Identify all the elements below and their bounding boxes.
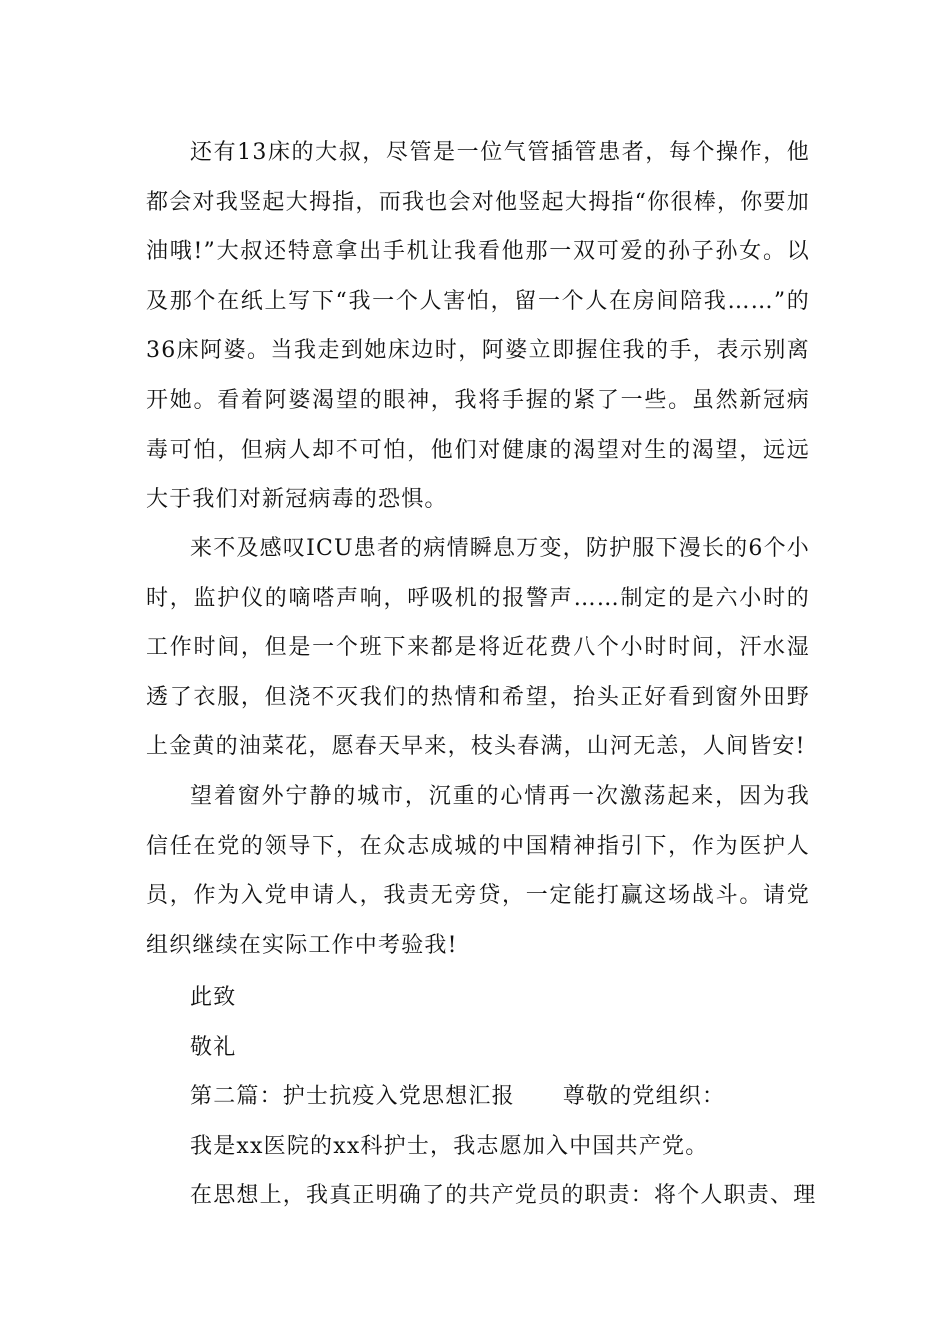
paragraph-city-window: 望着窗外宁静的城市，沉重的心情再一次激荡起来，因为我信任在党的领导下，在众志成城的中国精神指引下，作为医护人员，作为入党申请人，我责无旁贷，一定能打赢这场战斗。请党组织继续在实际工作中考验我! xyxy=(146,784,810,958)
closing-jingli: 敬礼 xyxy=(190,1035,237,1060)
closing-cizhi: 此致 xyxy=(190,985,237,1010)
paragraph-bed13-uncle: 还有13床的大叔，尽管是一位气管插管患者，每个操作，他都会对我竖起大拇指，而我也会对他竖起大拇指“你很棒，你要加油哦!”大叔还特意拿出手机让我看他那一双可爱的孙子孙女。以及那个在纸上写下“我一个人害怕，留一个人在房间陪我……”的36床阿婆。当我走到她床边时，阿婆立即握住我的手，表示别离开她。看着阿婆渴望的眼神，我将手握的紧了一些。虽然新冠病毒可怕，但病人却不可怕，他们对健康的渴望对生的渴望，远远大于我们对新冠病毒的恐惧。 xyxy=(146,140,810,513)
section-title-line xyxy=(190,1082,725,1112)
section-title: 第二篇：护士抗疫入党思想汇报 xyxy=(190,1084,515,1109)
paragraph-icu-shift: 来不及感叹ICU患者的病情瞬息万变，防护服下漫长的6个小时，监护仪的嘀嗒声响，呼吸机的报警声……制定的是六小时的工作时间，但是一个班下来都是将近花费八个小时时间，汗水湿透了衣服，但浇不灭我们的热情和希望，抬头正好看到窗外田野上金黄的油菜花，愿春天早来，枝头春满，山河无恙，人间皆安! xyxy=(146,536,810,760)
intro-line: 我是xx医院的xx科护士，我志愿加入中国共产党。 xyxy=(190,1134,709,1159)
duty-line: 在思想上，我真正明确了的共产党员的职责：将个人职责、理 xyxy=(190,1183,817,1208)
salutation: 尊敬的党组织： xyxy=(562,1084,726,1109)
